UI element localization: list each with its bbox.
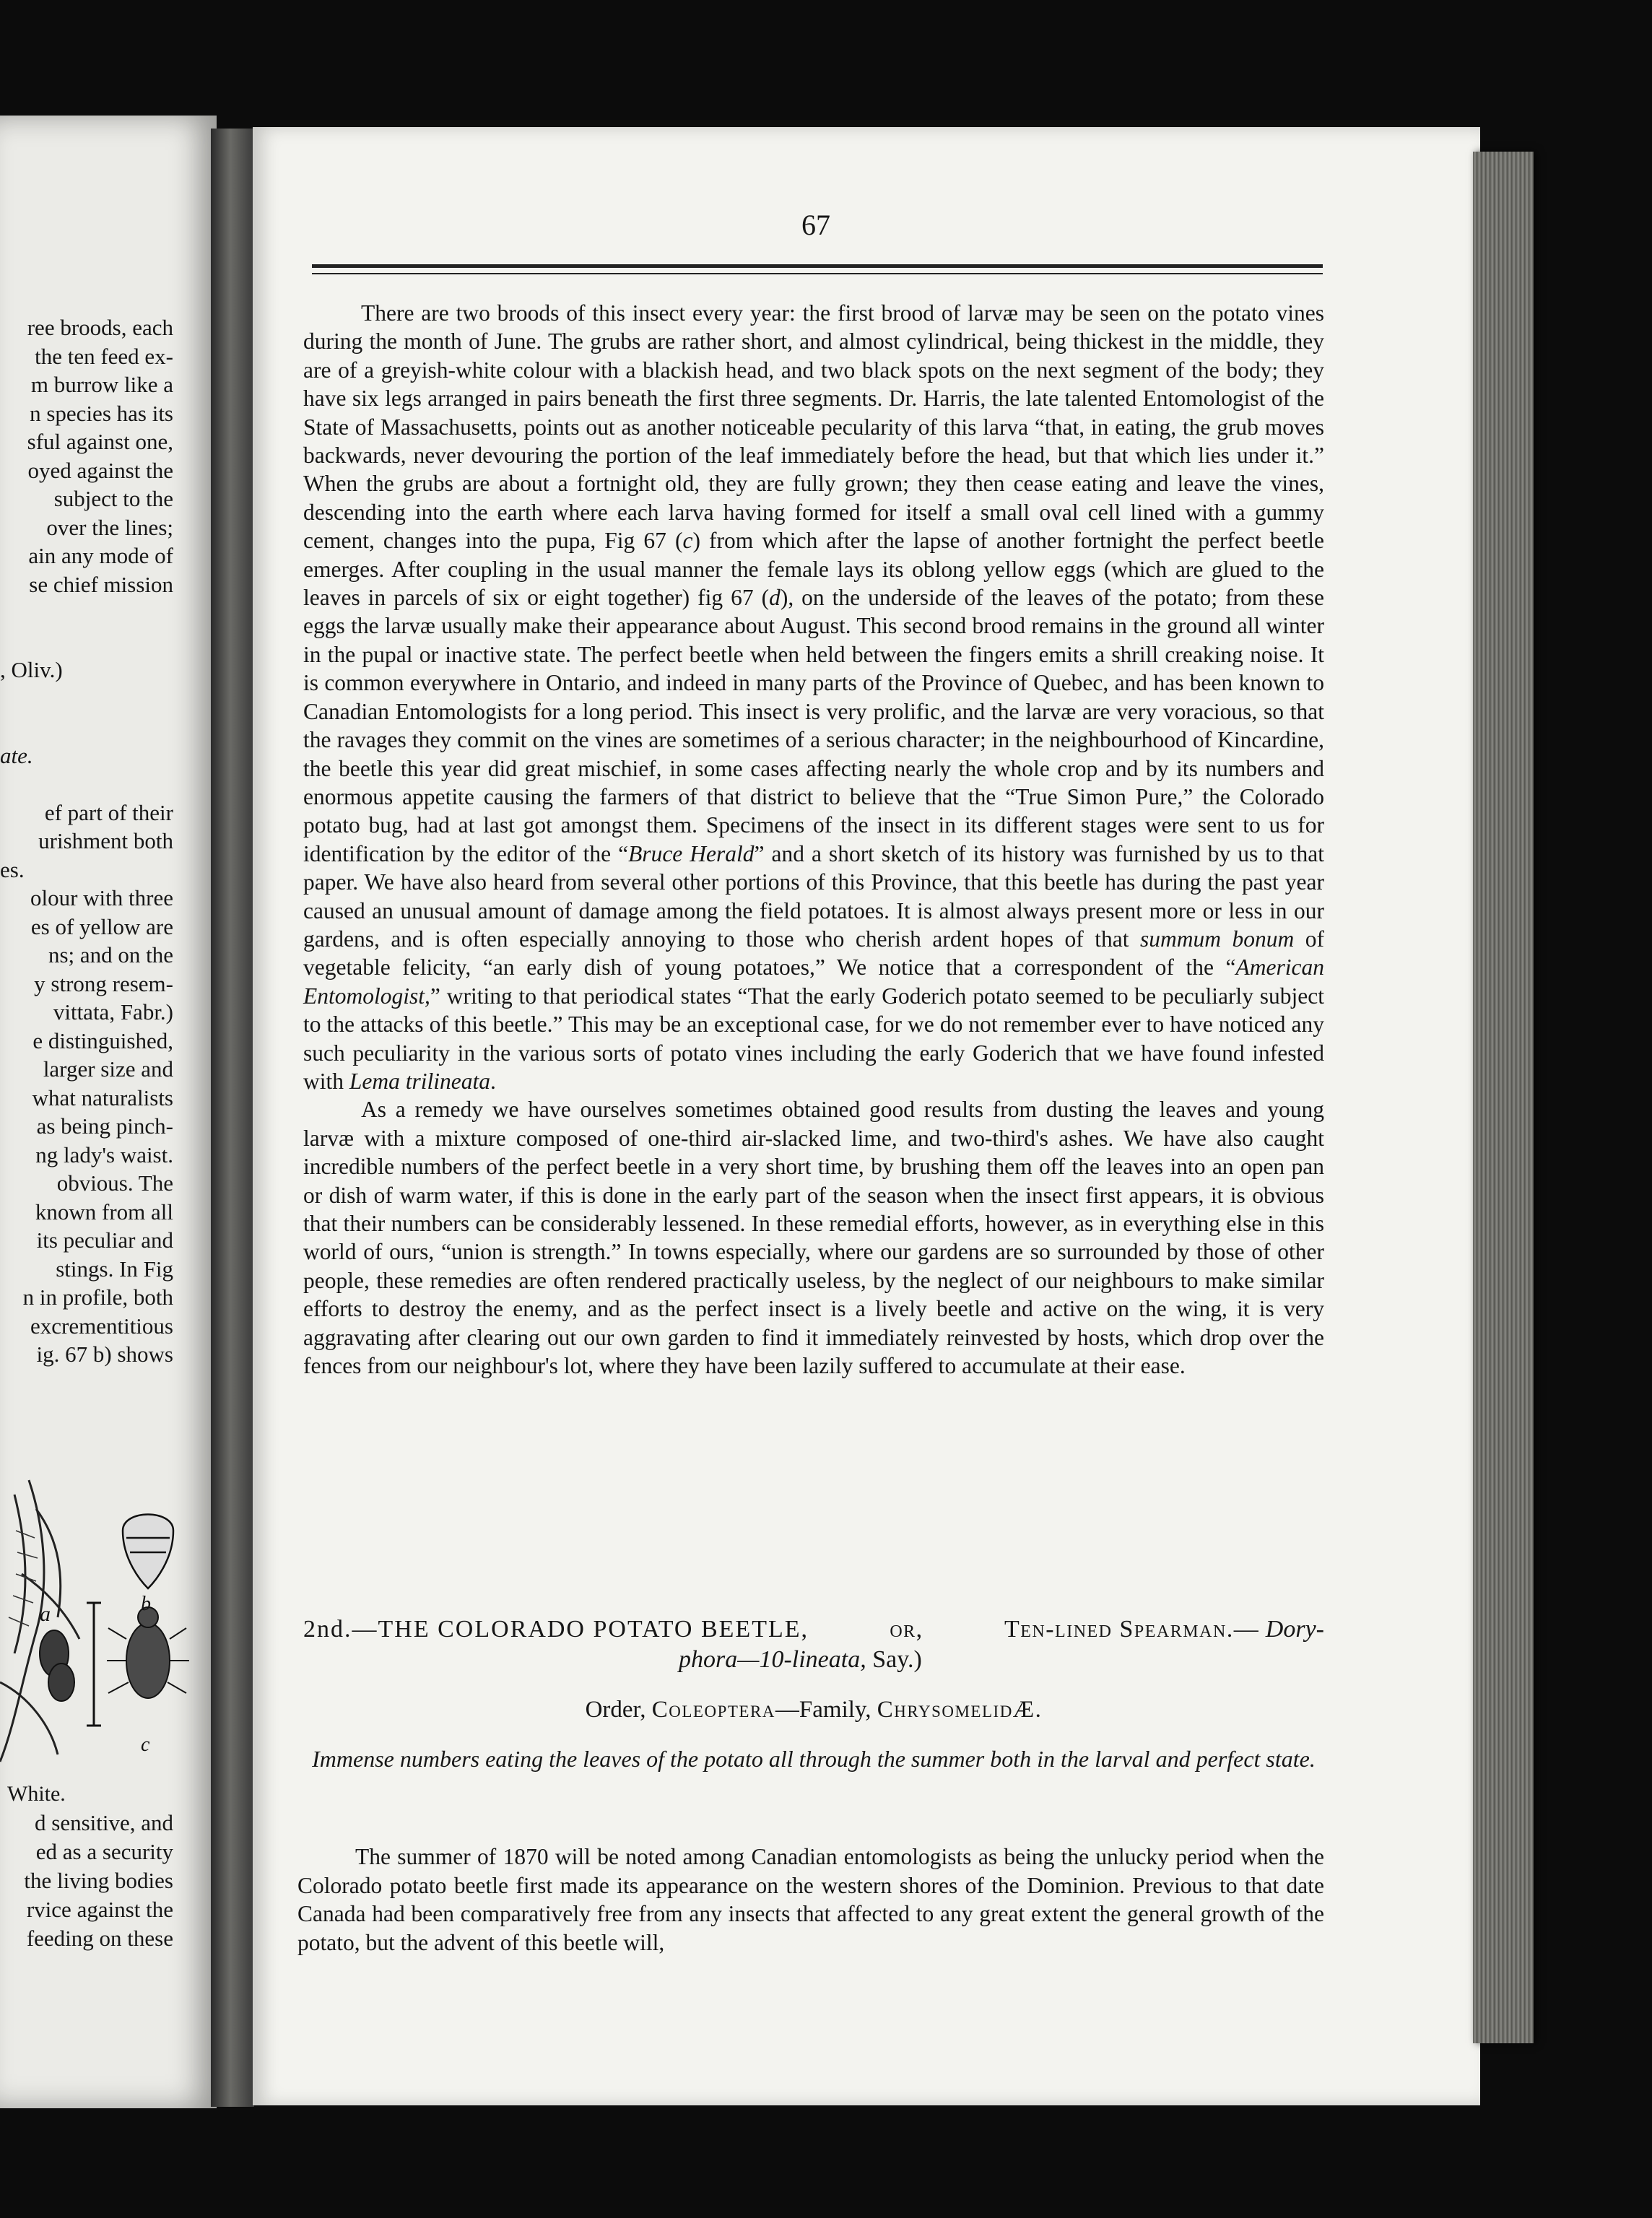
left-line: oyed against the	[27, 457, 173, 483]
beetle-engraving-figure	[0, 1466, 195, 1783]
order-name: Coleoptera	[651, 1697, 775, 1723]
larva-drawing	[40, 1630, 74, 1701]
section-heading	[303, 1614, 1324, 1675]
genus-part-a: Dory-	[1265, 1616, 1324, 1643]
left-line: sful against one,	[27, 429, 173, 454]
figure-label-b: b	[141, 1593, 151, 1615]
intro-text	[297, 1843, 1324, 1957]
section-title: 2nd.—THE COLORADO POTATO BEETLE,	[303, 1616, 809, 1643]
left-line: feeding on these	[26, 1926, 173, 1951]
left-line: obvious. The	[56, 1170, 173, 1196]
beetle-drawing	[107, 1607, 189, 1698]
left-line: olour with three	[30, 885, 173, 910]
figure-label-a: a	[40, 1602, 51, 1626]
left-line: e distinguished,	[32, 1027, 173, 1053]
left-line: its peculiar and	[36, 1227, 173, 1253]
left-line: n species has its	[30, 400, 173, 426]
section-or: or,	[890, 1616, 923, 1643]
left-line: the living bodies	[24, 1868, 173, 1893]
left-line: m burrow like a	[30, 372, 173, 397]
figure-label-c: c	[141, 1734, 150, 1756]
left-line: ef part of their	[44, 799, 173, 825]
left-line-oliv: , Oliv.)	[0, 657, 63, 682]
paragraph-broods: There are two broods of this insect every year: the first brood of larvæ may be seen on the potato vines during the month of June. The grubs are rather short, and almost cylindrical, being thickest in the middle, they are of a greyish-white colour with a blackish head, and two black spots on the next segment of the body; they have six legs arranged in pairs beneath the first three segments. Dr. Harris, the late talented Entomologist of the State of Massachusetts, points out as another noticeable pecularity of this larva “that, in eating, the grub moves backwards, never devouring the portion of the leaf immediately before the head, but that which lies under it.” When the grubs are about a fortnight old, they are fully grown; they then cease eating and leave the vines, descending into the earth where each larva having formed for itself a small oval cell lined with a gummy cement, changes into the pupa, Fig 67 (c) from which after the lapse of another fortnight the perfect beetle emerges. After coupling in the usual manner the female lays its oblong yellow eggs (which are glued to the leaves in parcels of six or eight together) fig 67 (d), on the underside of the leaves of the potato; from these eggs the larvæ usually make their appearance about August. This second brood remains in the ground all winter in the pupal or inactive state. The perfect beetle when held between the fingers emits a shrill creaking noise. It is common everywhere in Ontario, and indeed in many parts of the Province of Quebec, and has been known to Canadian Entomologists for a long period. This insect is very prolific, and the larvæ are very voracious, so that the ravages they commit on the vines are sometimes of a serious character; in the neighbourhood of Kincardine, the beetle this year did great mischief, in some cases affecting nearly the whole crop and by its numbers and enormous appetite causing the farmers of that district to believe that the “True Simon Pure,” the Colorado potato bug, had at last got amongst them. Specimens of the insect in its different stages were sent to us for identification by the editor of the “Bruce Herald” and a short sketch of its history was furnished by us to that paper. We have also heard from several other portions of this Province, that this beetle has during the past year caused an unusual amount of damage among the field potatoes. It is almost always present more or less in our gardens, and is often especially annoying to those who cherish ardent hopes of that summum bonum of vegetable felicity, “an early dish of young potatoes,” We notice that a correspondent of the “American Entomologist,” writing to that periodical states “That the early Goderich potato seemed to be peculiarly subject to the attacks of this beetle.” This may be an exceptional case, for we do not remember ever to have noticed any such peculiarity in the various sorts of potato vines including the early Goderich that we have found infested with Lema trilineata.	[303, 300, 1325, 1094]
left-line: as being pinch-	[36, 1113, 173, 1139]
left-line: se chief mission	[29, 571, 173, 597]
left-line: what naturalists	[32, 1084, 173, 1110]
left-line: excrementitious	[30, 1313, 173, 1339]
paragraph-intro: The summer of 1870 will be noted among Canadian entomologists as being the unlucky period when the Colorado potato beetle first made its appearance on the western shores of the Dominion. Previous to that date Canada had been comparatively free from any insects that affected to any great extent the general growth of the potato, but the advent of this beetle will,	[297, 1844, 1324, 1955]
left-line: es.	[0, 856, 25, 882]
order-prefix: Order,	[585, 1697, 646, 1723]
page-edges	[1473, 152, 1534, 2043]
left-line: urishment both	[38, 828, 173, 853]
left-line: ng lady's waist.	[35, 1141, 173, 1167]
left-line: over the lines;	[46, 514, 173, 540]
genus-part-b: phora—10-lineata,	[679, 1646, 866, 1673]
common-name: Ten-lined Spearman.—	[1004, 1616, 1260, 1643]
egg-drawing	[123, 1515, 173, 1589]
header-rule-thin	[312, 273, 1323, 274]
family-name: ChrysomelidÆ.	[877, 1697, 1043, 1723]
left-line: ns; and on the	[48, 942, 173, 967]
left-line: vittata, Fabr.)	[53, 999, 173, 1025]
left-line: rvice against the	[26, 1897, 173, 1922]
left-page-text	[0, 313, 173, 1369]
body-text	[303, 299, 1324, 1380]
left-line: es of yellow are	[30, 913, 173, 939]
left-line: d sensitive, and	[35, 1810, 173, 1835]
left-line-ate: ate.	[0, 742, 33, 768]
order-family-line	[303, 1697, 1324, 1723]
paragraph-remedy: As a remedy we have ourselves sometimes obtained good results from dusting the leaves and young larvæ with a mixture composed of one-third air-slacked lime, and two-third's ashes. We have also caught incredible numbers of the perfect beetle in a very short time, by brushing them off the leaves into an open pan or dish of warm water, if this is done in the early part of the season when the insect first appears, it is obvious that their numbers can be considerably lessened. In these remedial efforts, however, as in everything else in this world of ours, “union is strength.” In towns especially, where our gardens are so surrounded by those of other people, these remedies are often rendered practically useless, by the neglect of our neighbours to make similar efforts to destroy the enemy, and as the perfect insect is a lively beetle and active on the wing, it is very aggravating after clearing out our own garden to find it immediately reinvested by hosts, which drop over the fences from our neighbour's lot, where they have been lazily suffered to accumulate at their ease.	[303, 1097, 1324, 1379]
left-line: stings. In Fig	[56, 1256, 173, 1282]
left-line: larger size and	[43, 1056, 173, 1082]
left-line: ain any mode of	[28, 543, 173, 568]
left-line: ed as a security	[35, 1839, 173, 1864]
left-line: known from all	[35, 1199, 173, 1225]
left-line: n in profile, both	[22, 1284, 173, 1310]
page-number: 67	[801, 209, 830, 241]
header-rule-thick	[312, 264, 1323, 268]
left-line: ree broods, each	[27, 315, 173, 340]
left-line: ig. 67 b) shows	[36, 1341, 173, 1367]
left-figure-caption: White.	[7, 1782, 66, 1806]
left-line: y strong resem-	[34, 970, 173, 996]
family-prefix: —Family,	[775, 1697, 871, 1723]
left-line: subject to the	[53, 486, 173, 511]
left-page-text-lower	[0, 1809, 173, 1953]
left-line: the ten feed ex-	[35, 343, 173, 369]
book-gutter	[211, 129, 254, 2107]
species-author: Say.)	[872, 1646, 922, 1673]
feeding-note: Immense numbers eating the leaves of the potato all through the summer both in the larval and perfect state.	[312, 1746, 1316, 1772]
